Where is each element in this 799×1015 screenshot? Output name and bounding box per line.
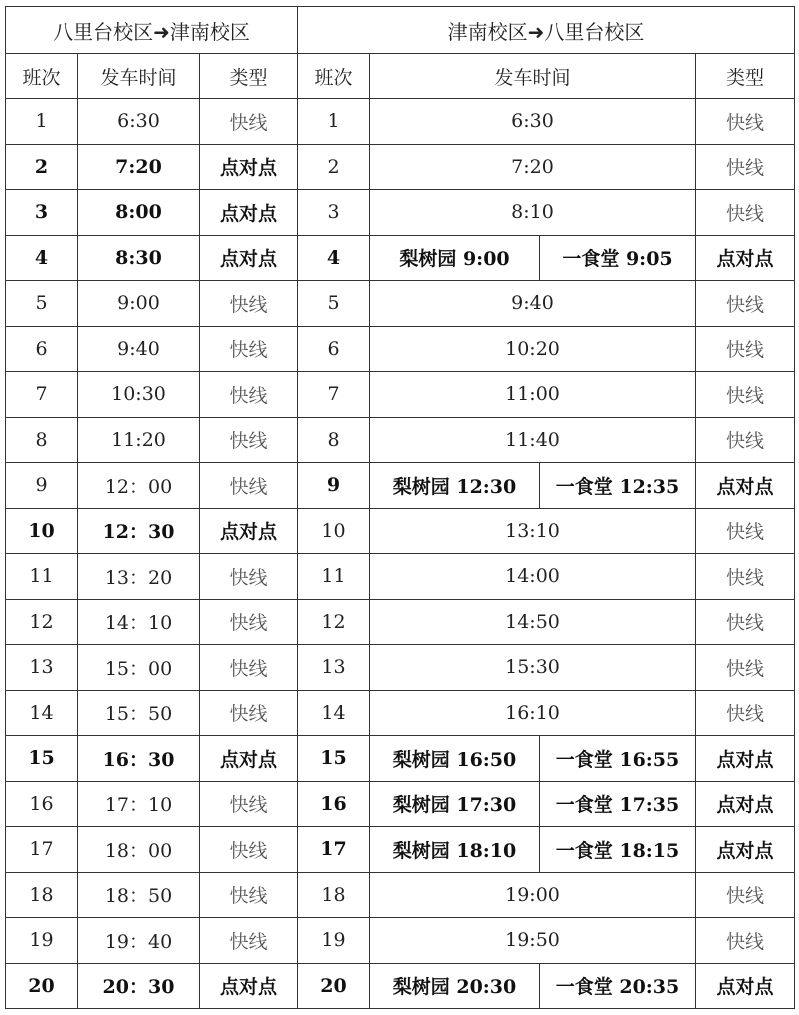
- right-stop-a-time: 梨树园 9:00: [370, 235, 540, 281]
- col-header-time-left: 发车时间: [78, 54, 200, 99]
- left-trip-number: 7: [6, 372, 78, 418]
- right-stop-a-time: 梨树园 18:10: [370, 827, 540, 873]
- right-trip-type: 快线: [696, 554, 795, 600]
- table-row: [6, 918, 795, 964]
- right-stop-a-time: 梨树园 16:50: [370, 736, 540, 782]
- right-trip-type: 点对点: [696, 827, 795, 873]
- left-departure-time: 11:20: [78, 417, 200, 463]
- table-row: [6, 190, 795, 236]
- left-trip-type: 点对点: [200, 235, 298, 281]
- route-header-left: 八里台校区➜津南校区: [6, 7, 298, 54]
- right-trip-type: 快线: [696, 690, 795, 736]
- left-trip-type: 快线: [200, 599, 298, 645]
- left-trip-type: 点对点: [200, 144, 298, 190]
- left-trip-number: 17: [6, 827, 78, 873]
- left-departure-time: 19：40: [78, 918, 200, 964]
- right-departure-time: 15:30: [370, 645, 696, 691]
- left-trip-number: 20: [6, 963, 78, 1009]
- right-departure-time: 16:10: [370, 690, 696, 736]
- right-stop-b-time: 一食堂 12:35: [540, 463, 696, 509]
- right-trip-number: 19: [298, 918, 370, 964]
- left-trip-number: 12: [6, 599, 78, 645]
- right-trip-number: 4: [298, 235, 370, 281]
- left-trip-number: 3: [6, 190, 78, 236]
- left-departure-time: 8:30: [78, 235, 200, 281]
- bus-schedule-table: [5, 6, 795, 1009]
- table-row: [6, 599, 795, 645]
- right-trip-type: 点对点: [696, 963, 795, 1009]
- table-row: [6, 781, 795, 827]
- left-departure-time: 8:00: [78, 190, 200, 236]
- left-departure-time: 15：50: [78, 690, 200, 736]
- col-header-num-right: 班次: [298, 54, 370, 99]
- left-trip-number: 8: [6, 417, 78, 463]
- left-departure-time: 10:30: [78, 372, 200, 418]
- left-trip-type: 快线: [200, 326, 298, 372]
- left-departure-time: 7:20: [78, 144, 200, 190]
- right-trip-number: 20: [298, 963, 370, 1009]
- right-trip-number: 10: [298, 508, 370, 554]
- right-trip-type: 快线: [696, 144, 795, 190]
- left-departure-time: 18：50: [78, 872, 200, 918]
- right-trip-number: 7: [298, 372, 370, 418]
- table-row: [6, 554, 795, 600]
- right-trip-type: 快线: [696, 281, 795, 327]
- right-trip-type: 点对点: [696, 736, 795, 782]
- right-departure-time: 11:40: [370, 417, 696, 463]
- left-trip-number: 19: [6, 918, 78, 964]
- route-header-row: [6, 7, 795, 54]
- left-trip-number: 15: [6, 736, 78, 782]
- left-trip-number: 9: [6, 463, 78, 509]
- right-trip-type: 快线: [696, 372, 795, 418]
- column-header-row: [6, 54, 795, 99]
- right-trip-type: 快线: [696, 645, 795, 691]
- right-trip-type: 快线: [696, 326, 795, 372]
- table-row: [6, 872, 795, 918]
- left-trip-type: 快线: [200, 99, 298, 145]
- right-stop-b-time: 一食堂 18:15: [540, 827, 696, 873]
- left-trip-number: 6: [6, 326, 78, 372]
- left-trip-type: 快线: [200, 918, 298, 964]
- left-trip-type: 快线: [200, 781, 298, 827]
- right-trip-number: 15: [298, 736, 370, 782]
- right-stop-a-time: 梨树园 20:30: [370, 963, 540, 1009]
- right-stop-a-time: 梨树园 12:30: [370, 463, 540, 509]
- left-trip-type: 点对点: [200, 963, 298, 1009]
- table-row: [6, 372, 795, 418]
- left-trip-number: 1: [6, 99, 78, 145]
- left-departure-time: 12：00: [78, 463, 200, 509]
- right-stop-b-time: 一食堂 16:55: [540, 736, 696, 782]
- right-trip-type: 快线: [696, 190, 795, 236]
- right-trip-number: 3: [298, 190, 370, 236]
- left-trip-type: 快线: [200, 690, 298, 736]
- right-trip-type: 点对点: [696, 781, 795, 827]
- right-departure-time: 14:50: [370, 599, 696, 645]
- right-trip-number: 6: [298, 326, 370, 372]
- left-trip-type: 快线: [200, 417, 298, 463]
- right-trip-number: 2: [298, 144, 370, 190]
- right-departure-time: 13:10: [370, 508, 696, 554]
- table-row: [6, 235, 795, 281]
- left-trip-number: 14: [6, 690, 78, 736]
- right-departure-time: 9:40: [370, 281, 696, 327]
- right-trip-number: 18: [298, 872, 370, 918]
- right-departure-time: 7:20: [370, 144, 696, 190]
- left-departure-time: 20：30: [78, 963, 200, 1009]
- left-trip-number: 13: [6, 645, 78, 691]
- left-departure-time: 13：20: [78, 554, 200, 600]
- col-header-type-right: 类型: [696, 54, 795, 99]
- right-stop-b-time: 一食堂 20:35: [540, 963, 696, 1009]
- right-trip-number: 16: [298, 781, 370, 827]
- table-row: [6, 463, 795, 509]
- left-departure-time: 6:30: [78, 99, 200, 145]
- right-stop-a-time: 梨树园 17:30: [370, 781, 540, 827]
- table-row: [6, 963, 795, 1009]
- left-departure-time: 14：10: [78, 599, 200, 645]
- right-trip-type: 快线: [696, 508, 795, 554]
- right-departure-time: 11:00: [370, 372, 696, 418]
- left-trip-type: 快线: [200, 554, 298, 600]
- right-trip-number: 17: [298, 827, 370, 873]
- left-trip-number: 18: [6, 872, 78, 918]
- left-departure-time: 9:40: [78, 326, 200, 372]
- right-departure-time: 19:00: [370, 872, 696, 918]
- left-trip-type: 快线: [200, 645, 298, 691]
- table-row: [6, 690, 795, 736]
- table-row: [6, 645, 795, 691]
- left-trip-type: 快线: [200, 872, 298, 918]
- right-departure-time: 8:10: [370, 190, 696, 236]
- left-trip-type: 快线: [200, 372, 298, 418]
- right-trip-number: 12: [298, 599, 370, 645]
- right-trip-number: 8: [298, 417, 370, 463]
- right-departure-time: 10:20: [370, 326, 696, 372]
- table-row: [6, 736, 795, 782]
- left-departure-time: 12：30: [78, 508, 200, 554]
- right-trip-type: 快线: [696, 99, 795, 145]
- left-trip-type: 快线: [200, 827, 298, 873]
- right-trip-number: 14: [298, 690, 370, 736]
- right-trip-type: 点对点: [696, 463, 795, 509]
- left-departure-time: 17：10: [78, 781, 200, 827]
- right-departure-time: 14:00: [370, 554, 696, 600]
- left-departure-time: 18：00: [78, 827, 200, 873]
- right-trip-type: 快线: [696, 872, 795, 918]
- left-trip-type: 点对点: [200, 508, 298, 554]
- right-trip-type: 快线: [696, 599, 795, 645]
- left-trip-number: 10: [6, 508, 78, 554]
- right-departure-time: 6:30: [370, 99, 696, 145]
- table-row: [6, 281, 795, 327]
- table-row: [6, 508, 795, 554]
- right-departure-time: 19:50: [370, 918, 696, 964]
- right-trip-number: 9: [298, 463, 370, 509]
- right-trip-number: 1: [298, 99, 370, 145]
- col-header-type-left: 类型: [200, 54, 298, 99]
- right-trip-type: 快线: [696, 918, 795, 964]
- left-trip-number: 16: [6, 781, 78, 827]
- right-trip-type: 点对点: [696, 235, 795, 281]
- table-row: [6, 144, 795, 190]
- table-row: [6, 827, 795, 873]
- right-stop-b-time: 一食堂 9:05: [540, 235, 696, 281]
- table-row: [6, 326, 795, 372]
- left-departure-time: 9:00: [78, 281, 200, 327]
- route-header-right: 津南校区➜八里台校区: [298, 7, 795, 54]
- left-trip-number: 11: [6, 554, 78, 600]
- col-header-num-left: 班次: [6, 54, 78, 99]
- left-trip-type: 点对点: [200, 736, 298, 782]
- left-trip-type: 点对点: [200, 190, 298, 236]
- right-stop-b-time: 一食堂 17:35: [540, 781, 696, 827]
- right-trip-number: 5: [298, 281, 370, 327]
- left-departure-time: 15：00: [78, 645, 200, 691]
- right-trip-number: 13: [298, 645, 370, 691]
- left-trip-type: 快线: [200, 281, 298, 327]
- left-trip-number: 5: [6, 281, 78, 327]
- col-header-time-right: 发车时间: [370, 54, 696, 99]
- right-trip-number: 11: [298, 554, 370, 600]
- right-trip-type: 快线: [696, 417, 795, 463]
- left-trip-number: 2: [6, 144, 78, 190]
- left-departure-time: 16：30: [78, 736, 200, 782]
- left-trip-type: 快线: [200, 463, 298, 509]
- table-row: [6, 417, 795, 463]
- table-row: [6, 99, 795, 145]
- left-trip-number: 4: [6, 235, 78, 281]
